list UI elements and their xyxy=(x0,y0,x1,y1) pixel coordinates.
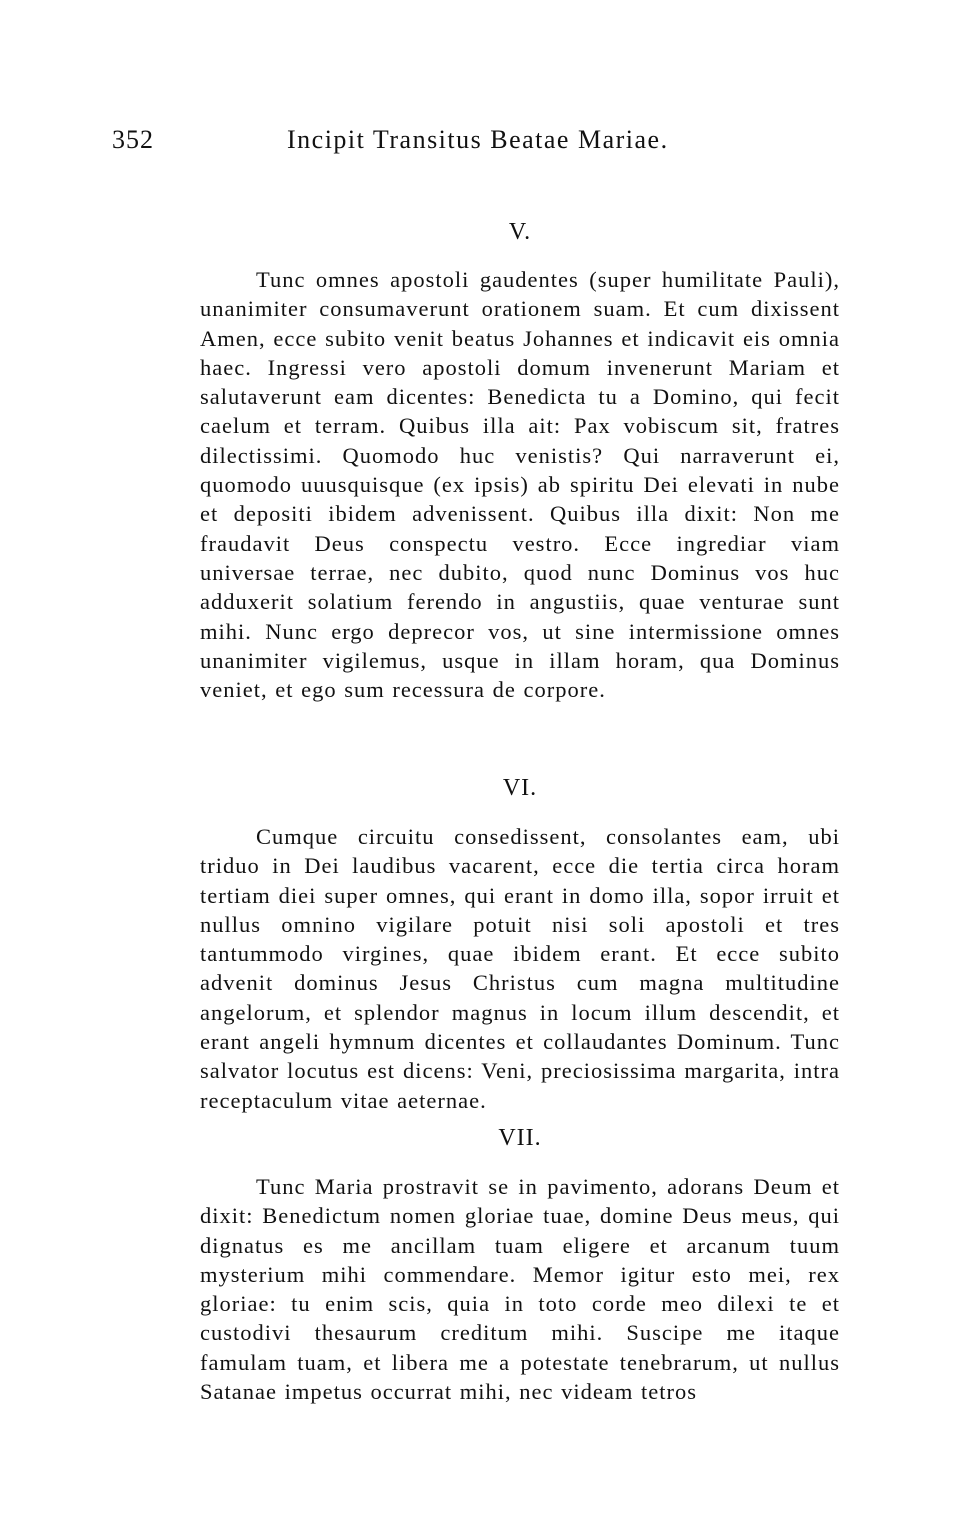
chapter-heading: V. xyxy=(508,219,532,245)
chapter-6 xyxy=(200,770,840,1115)
page-header xyxy=(112,120,840,160)
chapter-text: Tunc Maria prostravit se in pavimento, adorans Deum et dixit: Benedictum nomen gloriae tuae, domine Deus meus, qui dignatus es me ancillam tuam eligere et arcanum tuum mysterium mihi commendare. Memor igitur esto mei, rex gloriae: tu enim scis, quia in toto corde meo dilexi te et custodivi thesaurum creditum mihi. Suscipe me itaque famulam tuam, et libera me a potestate tenebrarum, ut nullus Satanae impetus occurrat mihi, nec videam tetros xyxy=(200,1174,840,1405)
chapter-heading: VII. xyxy=(498,1125,542,1151)
page-number: 352 xyxy=(112,125,154,154)
chapter-7 xyxy=(200,1120,840,1406)
chapter-text: Cumque circuitu consedissent, consolantes eam, ubi triduo in Dei laudibus vacarent, ecce die tertia circa horam tertiam diei super omnes, qui erant in domo illa, sopor irruit et nullus omnino vigilare potuit nisi soli apostoli et tres tantummodo virgines, quae ibidem erant. Et ecce subito advenit dominus Jesus Christus cum magna multitudine angelorum, et splendor magnus in locum illum descendit, et erant angeli hymnum dicentes et collaudantes Dominum. Tunc salvator locutus est dicens: Veni, preciosissima margarita, intra receptaculum vitae aeternae. xyxy=(200,824,840,1113)
chapter-heading: VI. xyxy=(502,775,538,801)
running-title: Incipit Transitus Beatae Mariae. xyxy=(287,125,669,154)
chapter-text: Tunc omnes apostoli gaudentes (super humilitate Pauli), unanimiter consumaverunt orationem suam. Et cum dixissent Amen, ecce subito venit beatus Johannes et indicavit eis omnia haec. Ingressi vero apostoli domum invenerunt Mariam et salutaverunt eam dicentes: Benedicta tu a Domino, qui fecit caelum et terram. Quibus illa ait: Pax vobiscum sit, fratres dilectissimi. Quomodo huc venistis? Qui narraverunt ei, quomodo uuusquisque (ex ipsis) ab spiritu Dei elevati in nube et depositi ibidem advenissent. Quibus illa dixit: Non me fraudavit Deus conspectu vestro. Ecce ingrediar viam universae terrae, nec dubito, quod nunc Dominus vos huc adduxerit solatium ferendo in angustiis, quae venturae sunt mihi. Nunc ergo deprecor vos, ut sine intermissione omnes unanimiter vigilemus, usque in illam horam, qua Dominus veniet, et ego sum recessura de corpore. xyxy=(200,267,840,703)
chapter-5 xyxy=(200,214,840,704)
